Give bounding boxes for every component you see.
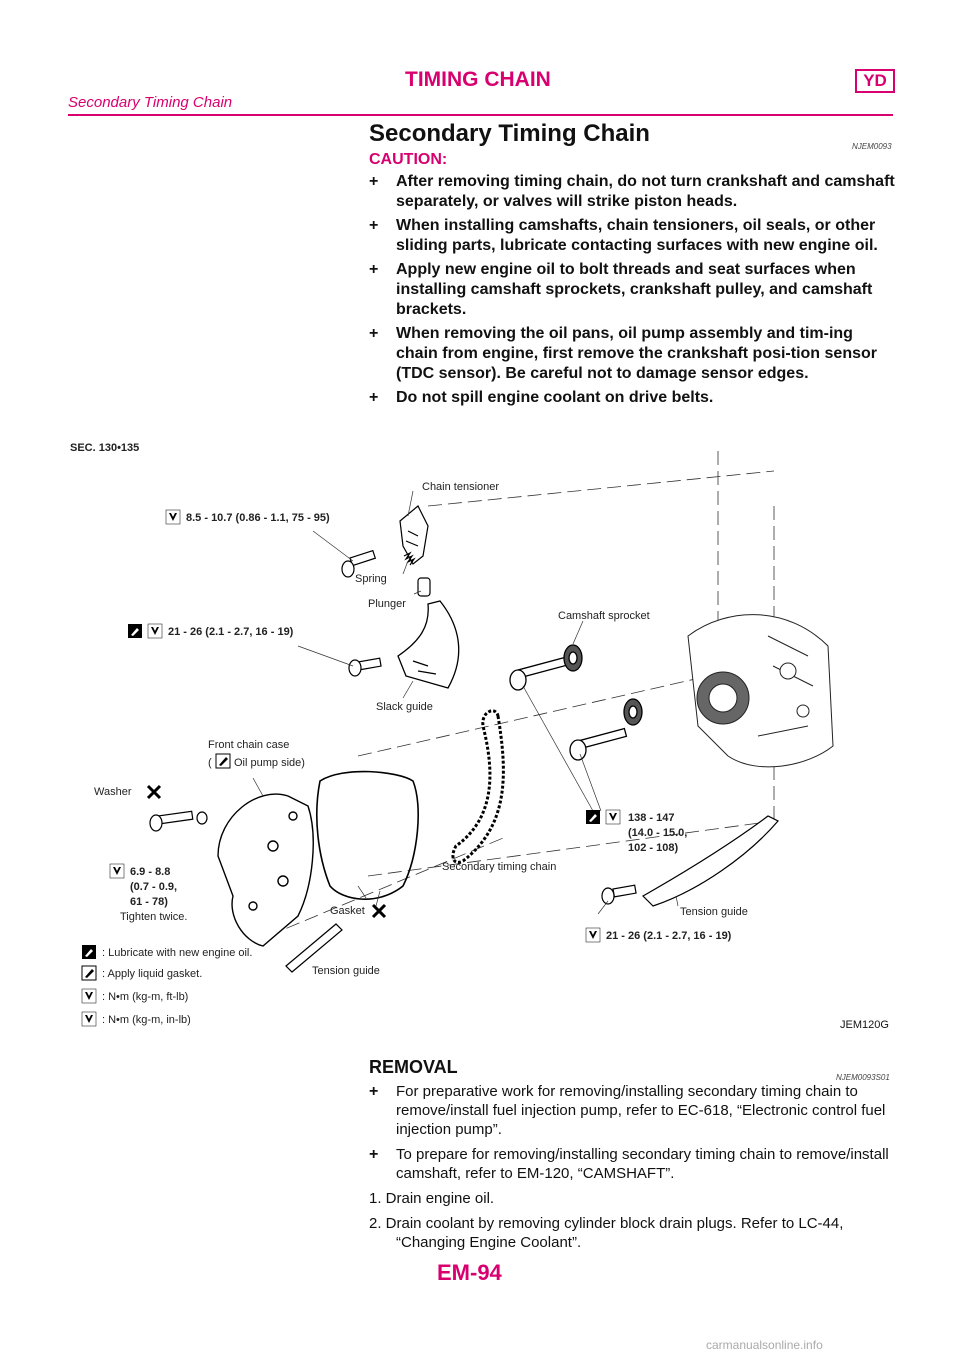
liquid-gasket-icon <box>82 966 96 980</box>
camshaft-sprocket-upper <box>510 645 582 690</box>
label-paren: ( <box>208 757 212 769</box>
removal-bullet-text: To prepare for removing/installing secondary timing chain to remove/install camshaft, refer to EM-120, “CAMSHAFT”. <box>396 1146 889 1182</box>
torque-spec-3-line1: 138 - 147 <box>628 812 675 824</box>
label-secondary-timing-chain: Secondary timing chain <box>442 861 557 873</box>
torque-icon <box>166 510 180 524</box>
label-tension-guide-left: Tension guide <box>312 965 380 977</box>
legend-item: : N•m (kg-m, ft-lb) <box>102 991 189 1003</box>
torque-spec-1: 8.5 - 10.7 (0.86 - 1.1, 75 - 95) <box>186 512 330 524</box>
oil-icon <box>586 810 600 824</box>
label-oil-pump-side: Oil pump side) <box>234 757 305 769</box>
caution-item <box>369 172 896 212</box>
sec-reference: SEC. 130•135 <box>70 442 140 454</box>
oil-icon <box>128 624 142 638</box>
label-tension-guide-right: Tension guide <box>680 906 748 918</box>
caution-label: CAUTION: <box>369 151 448 168</box>
removal-step <box>369 1214 896 1252</box>
engine-badge: YD <box>855 69 895 93</box>
caution-text: After removing timing chain, do not turn crankshaft and camshaft separately, or valves will strike piston heads. <box>396 173 895 210</box>
plunger-part <box>418 578 430 596</box>
torque-spec-3-line3: 102 - 108) <box>628 842 679 854</box>
removal-bullet <box>369 1145 896 1183</box>
header-title: TIMING CHAIN <box>405 68 551 91</box>
caution-text: Do not spill engine coolant on drive belts. <box>396 389 714 406</box>
torque-spec-4-line2: (0.7 - 0.9, <box>130 881 178 893</box>
removal-step-text: 1. Drain engine oil. <box>369 1190 495 1207</box>
leader-lines <box>253 491 678 914</box>
tension-guide-right-bolt <box>602 885 636 904</box>
bullet-mark: + <box>369 217 379 234</box>
header-subtitle: Secondary Timing Chain <box>68 94 233 111</box>
exploded-diagram <box>68 436 896 1036</box>
torque-spec-5: 21 - 26 (2.1 - 2.7, 16 - 19) <box>606 930 732 942</box>
washer-part <box>150 811 207 831</box>
caution-text: Apply new engine oil to bolt threads and seat surfaces when installing camshaft sprockets, crankshaft pulley, and camshaft brackets. <box>396 261 873 318</box>
label-camshaft-sprocket: Camshaft sprocket <box>558 610 650 622</box>
removal-bullet <box>369 1082 896 1139</box>
label-gasket: Gasket <box>330 905 365 917</box>
removal-step <box>369 1189 896 1208</box>
removal-code: NJEM0093S01 <box>836 1073 890 1082</box>
torque-icon <box>586 928 600 942</box>
watermark: carmanualsonline.info <box>706 1338 823 1352</box>
caution-text: When removing the oil pans, oil pump assembly and tim-ing chain from engine, first remove the crankshaft posi-tion sensor (TDC sensor). Be careful not to damage sensor edges. <box>396 325 877 382</box>
caution-item <box>369 260 896 320</box>
caution-text: When installing camshafts, chain tensioners, oil seals, or other sliding parts, lubricate contacting surfaces with new engine oil. <box>396 217 878 254</box>
label-tighten-twice: Tighten twice. <box>120 911 188 923</box>
legend-item: : Lubricate with new engine oil. <box>102 947 253 959</box>
legend-item: : Apply liquid gasket. <box>102 968 203 980</box>
caution-item <box>369 388 896 408</box>
label-plunger: Plunger <box>368 598 406 610</box>
label-spring: Spring <box>355 573 387 585</box>
secondary-timing-chain <box>453 711 503 863</box>
caution-item <box>369 216 896 256</box>
torque-icon <box>110 864 124 878</box>
label-front-chain-case: Front chain case <box>208 739 290 751</box>
removal-title: REMOVAL <box>369 1057 458 1077</box>
camshaft-sprocket-lower <box>570 699 642 760</box>
bullet-mark: + <box>369 325 379 342</box>
torque-icon <box>82 1012 96 1026</box>
torque-spec-4-line1: 6.9 - 8.8 <box>130 866 171 878</box>
slack-guide-bolt <box>349 658 381 676</box>
label-chain-tensioner: Chain tensioner <box>422 481 500 493</box>
engine-assembly <box>688 615 833 767</box>
removal-list <box>369 1082 896 1258</box>
torque-icon <box>606 810 620 824</box>
bullet-mark: + <box>369 1146 379 1163</box>
label-washer: Washer <box>94 786 132 798</box>
torque-spec-4-line3: 61 - 78) <box>130 896 168 908</box>
caution-item <box>369 324 896 384</box>
caution-list <box>369 172 896 412</box>
label-slack-guide: Slack guide <box>376 701 433 713</box>
slack-guide-part <box>398 601 459 688</box>
liquid-gasket-icon <box>216 754 230 768</box>
header-divider <box>68 114 893 116</box>
figure-id: JEM120G <box>840 1019 889 1031</box>
bullet-mark: + <box>369 173 379 190</box>
torque-spec-3-line2: (14.0 - 15.0, <box>628 827 688 839</box>
legend-item: : N•m (kg-m, in-lb) <box>102 1014 191 1026</box>
removal-step-text: 2. Drain coolant by removing cylinder block drain plugs. Refer to LC-44, “Changing Engine Coolant”. <box>369 1215 844 1251</box>
torque-spec-2: 21 - 26 (2.1 - 2.7, 16 - 19) <box>168 626 294 638</box>
torque-icon <box>82 989 96 1003</box>
bullet-mark: + <box>369 1083 379 1100</box>
bullet-mark: + <box>369 389 379 406</box>
no-reuse-icon <box>148 786 160 798</box>
bullet-mark: + <box>369 261 379 278</box>
oil-icon <box>82 945 96 959</box>
torque-icon <box>148 624 162 638</box>
no-reuse-icon <box>373 905 385 917</box>
removal-bullet-text: For preparative work for removing/installing secondary timing chain to remove/install fuel injection pump, refer to EC-618, “Electronic control fuel injection pump”. <box>396 1083 886 1138</box>
section-title: Secondary Timing Chain <box>369 120 650 147</box>
section-code: NJEM0093 <box>852 142 892 151</box>
page-number: EM-94 <box>437 1260 502 1285</box>
